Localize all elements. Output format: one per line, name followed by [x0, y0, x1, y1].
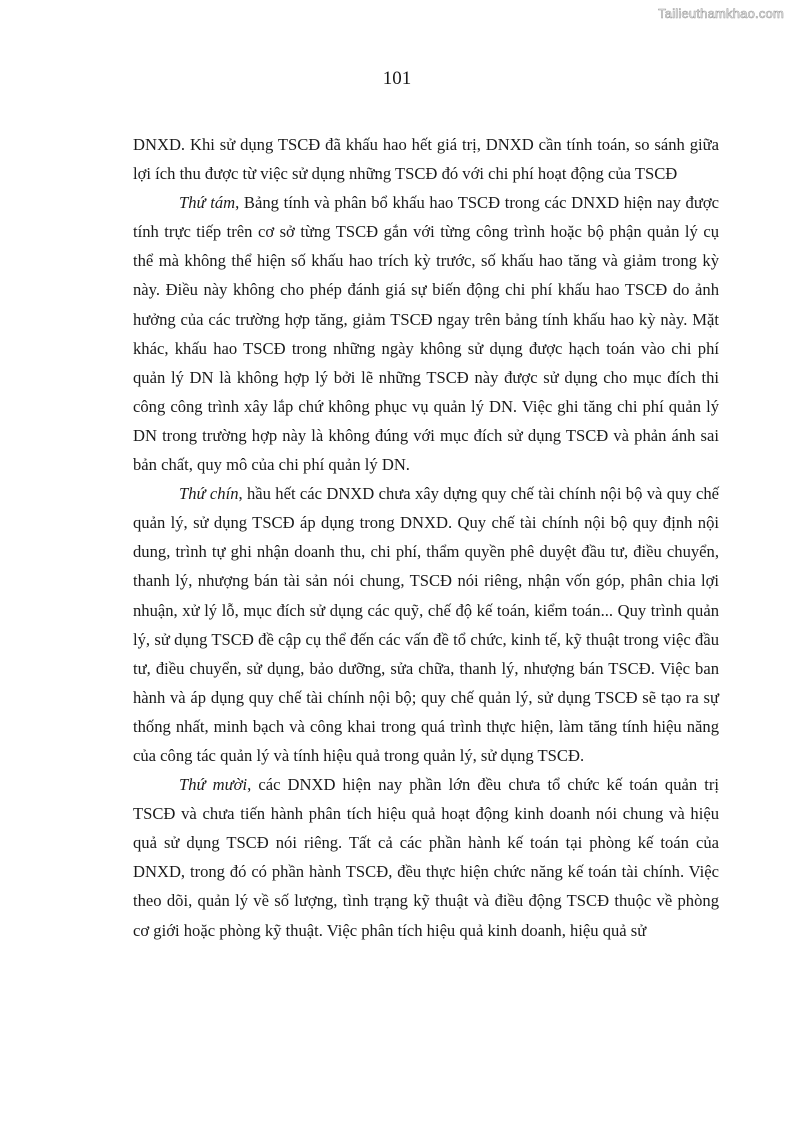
paragraph-3-lead: Thứ chín [179, 484, 239, 504]
paragraph-3 [133, 479, 719, 770]
paragraph-2 [133, 188, 719, 479]
paragraph-4-lead: Thứ mười [179, 775, 248, 795]
page-number: 101 [382, 68, 412, 89]
paragraph-3-text: , hầu hết các DNXD chưa xây dựng quy chế tài chính nội bộ và quy chế quản lý, sử dụng TSCĐ áp dụng trong DNXD. Quy chế tài chính nội bộ quy định nội dung, trình tự ghi nhận doanh thu, chi phí, thẩm quyền phê duyệt đầu tư, điều chuyển, thanh lý, nhượng bán tài sản nói chung, TSCĐ nói riêng, nhận vốn góp, phân chia lợi nhuận, xử lý lỗ, mục đích sử dụng các quỹ, chế độ kế toán, kiểm toán... Quy trình quản lý, sử dụng TSCĐ đề cập cụ thể đến các vấn đề tổ chức, kinh tế, kỹ thuật trong việc đầu tư, điều chuyển, sử dụng, bảo dưỡng, sửa chữa, thanh lý, nhượng bán TSCĐ. Việc ban hành và áp dụng quy chế tài chính nội bộ; quy chế quản lý, sử dụng TSCĐ sẽ tạo ra sự thống nhất, minh bạch và công khai trong quá trình thực hiện, làm tăng tính hiệu năng của công tác quản lý và tính hiệu quả trong quản lý, sử dụng TSCĐ. [133, 484, 719, 765]
paragraph-2-text: , Bảng tính và phân bổ khấu hao TSCĐ trong các DNXD hiện nay được tính trực tiếp trên cơ sở từng TSCĐ gắn với từng công trình hoặc bộ phận quản lý cụ thể mà không thể hiện số khấu hao trích kỳ trước, số khấu hao tăng và giảm trong kỳ này. Điều này không cho phép đánh giá sự biến động chi phí khấu hao TSCĐ do ảnh hưởng của các trường hợp tăng, giảm TSCĐ ngay trên bảng tính khấu hao kỳ này. Mặt khác, khấu hao TSCĐ trong những ngày không sử dụng được hạch toán vào chi phí quản lý DN là không hợp lý bởi lẽ những TSCĐ này được sử dụng cho mục đích thi công công trình xây lắp chứ không phục vụ quản lý DN. Việc ghi tăng chi phí quản lý DN trong trường hợp này là không đúng với mục đích sử dụng TSCĐ và phản ánh sai bản chất, quy mô của chi phí quản lý DN. [133, 193, 719, 475]
paragraph-1-text: DNXD. Khi sử dụng TSCĐ đã khấu hao hết giá trị, DNXD cần tính toán, so sánh giữa lợi ích thu được từ việc sử dụng những TSCĐ đó với chi phí hoạt động của TSCĐ [133, 135, 719, 184]
paragraph-4 [133, 770, 719, 945]
watermark-text: Tailieuthamkhao.com [658, 6, 784, 21]
paragraph-2-lead: Thứ tám [179, 193, 236, 213]
paragraph-4-text: , các DNXD hiện nay phần lớn đều chưa tổ chức kế toán quản trị TSCĐ và chưa tiến hành phân tích hiệu quả hoạt động kinh doanh nói chung và hiệu quả sử dụng TSCĐ nói riêng. Tất cả các phần hành kế toán tại phòng kế toán của DNXD, trong đó có phần hành TSCĐ, đều thực hiện chức năng kế toán tài chính. Việc theo dõi, quản lý về số lượng, tình trạng kỹ thuật và điều động TSCĐ thuộc về phòng cơ giới hoặc phòng kỹ thuật. Việc phân tích hiệu quả kinh doanh, hiệu quả sử [133, 775, 719, 940]
document-body [133, 130, 719, 945]
paragraph-1 [133, 130, 719, 188]
